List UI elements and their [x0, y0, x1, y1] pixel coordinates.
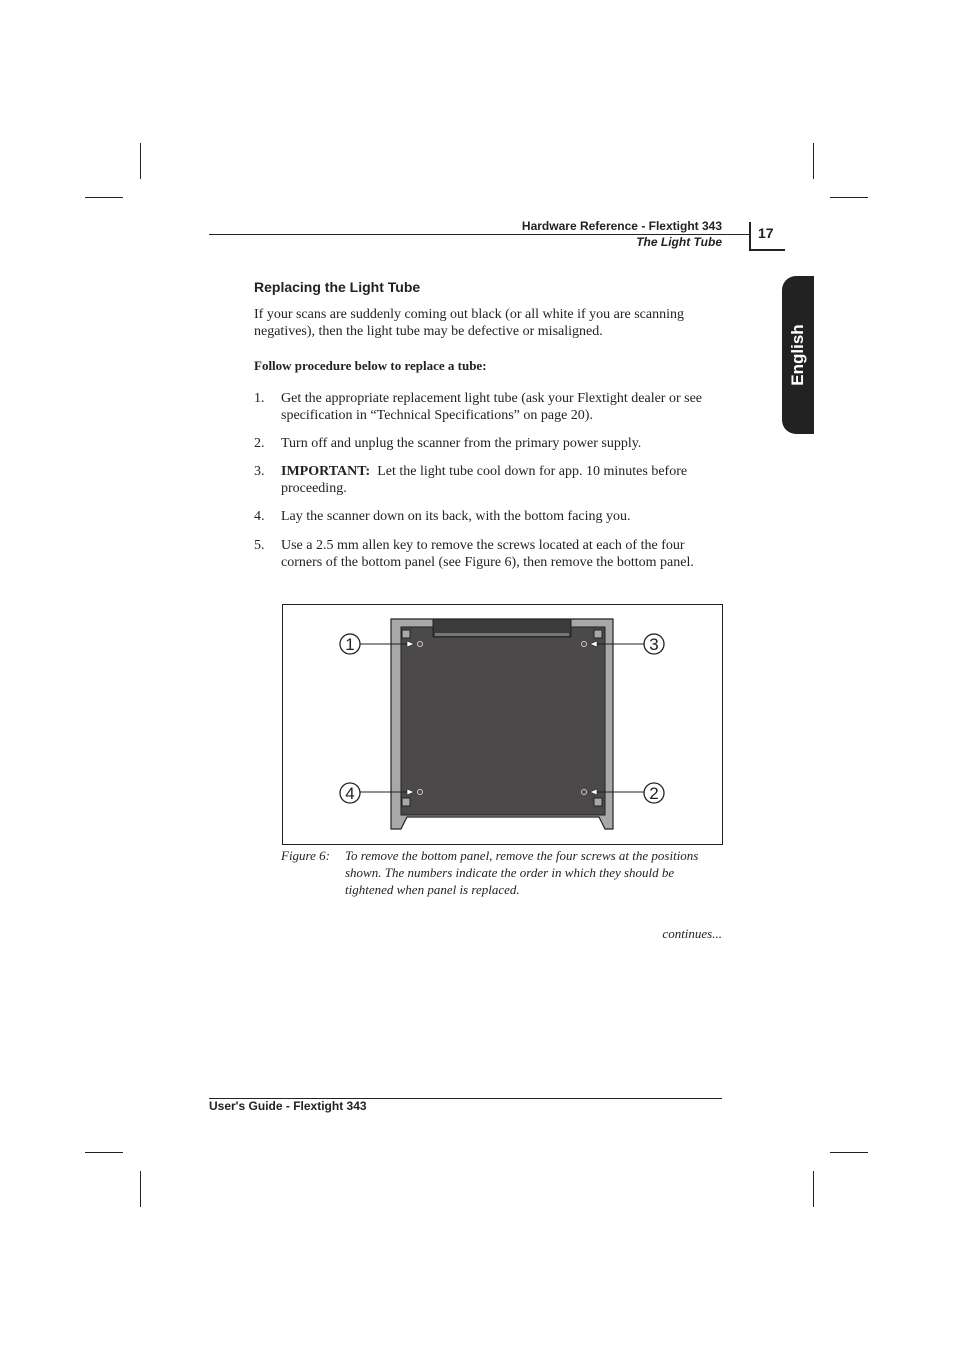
step-text-body: Let the light tube cool down for app. 10 minutes before proceeding. [281, 464, 688, 496]
running-header-subtitle: The Light Tube [636, 235, 722, 249]
section-heading: Replacing the Light Tube [254, 279, 421, 295]
running-header-title: Hardware Reference - Flextight 343 [521, 219, 722, 233]
crop-mark [85, 1152, 123, 1153]
callout-label: 2 [649, 784, 659, 803]
figure-caption: To remove the bottom panel, remove the four screws at the positions shown. The numbers indicate the order in which they should be tightened when panel is replaced. [345, 848, 699, 897]
corner-foot [402, 798, 410, 806]
corner-foot [402, 630, 410, 638]
corner-foot [594, 798, 602, 806]
step-number: 1. [254, 391, 265, 406]
step-text: Get the appropriate replacement light tube (ask your Flextight dealer or see specification in “Technical Specifications” on page 20). [281, 391, 703, 423]
important-label: IMPORTANT: [281, 464, 371, 479]
scanner-bottom-diagram [283, 605, 722, 844]
step-text: Use a 2.5 mm allen key to remove the screws located at each of the four corners of the bottom panel (see Figure 6), then remove the bottom panel. [281, 538, 694, 570]
step-text: Lay the scanner down on its back, with the bottom facing you. [281, 509, 631, 524]
procedure-intro: Follow procedure below to replace a tube: [254, 358, 487, 373]
crop-mark [813, 143, 814, 179]
bottom-panel [401, 627, 605, 815]
crop-mark [85, 197, 123, 198]
figure-caption-label: Figure 6: [281, 848, 330, 863]
continues-note: continues... [662, 926, 722, 941]
step-text [281, 463, 726, 497]
step-number: 2. [254, 436, 265, 451]
header-rule [209, 234, 750, 235]
step-number: 5. [254, 538, 265, 553]
top-slot-edge [435, 633, 569, 636]
callout-label: 3 [649, 635, 659, 654]
intro-paragraph: If your scans are suddenly coming out black (or all white if you are scanning negatives), then the light tube may be defective or misaligned. [254, 307, 684, 339]
language-tab-label: English [788, 324, 807, 386]
figure-6 [282, 604, 723, 845]
crop-mark [140, 1171, 141, 1207]
step-number: 3. [254, 464, 265, 479]
language-tab [782, 276, 814, 434]
crop-mark [140, 143, 141, 179]
footer-text: User's Guide - Flextight 343 [209, 1099, 367, 1113]
corner-foot [594, 630, 602, 638]
callout-label: 1 [345, 635, 355, 654]
crop-mark [813, 1171, 814, 1207]
page-number: 17 [758, 225, 774, 241]
crop-mark [830, 197, 868, 198]
step-text: Turn off and unplug the scanner from the primary power supply. [281, 436, 642, 451]
callout-label: 4 [345, 784, 355, 803]
crop-mark [830, 1152, 868, 1153]
step-number: 4. [254, 509, 265, 524]
